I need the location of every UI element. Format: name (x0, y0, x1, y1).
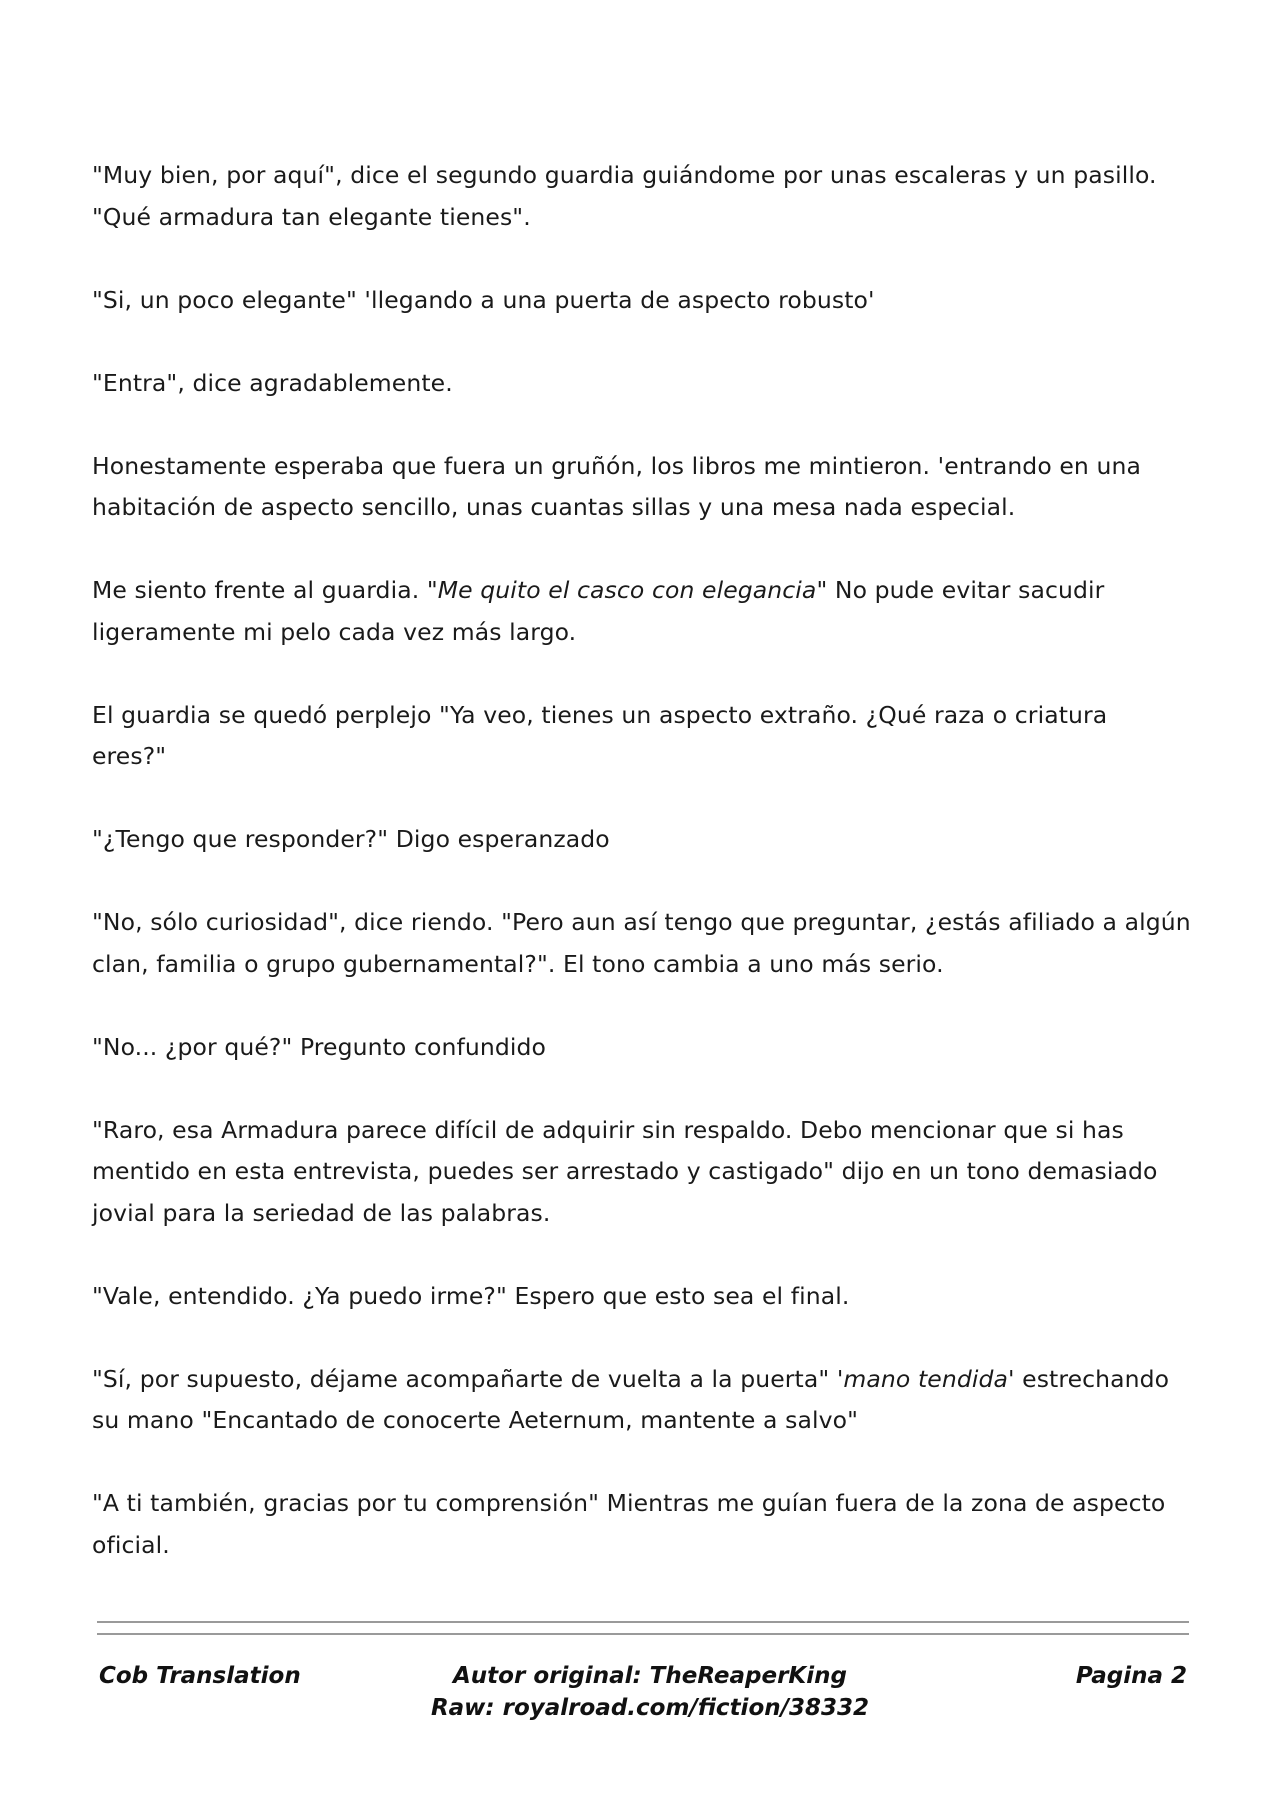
text-segment: habitación de aspecto sencillo, unas cuantas sillas y una mesa nada especial. (92, 493, 1016, 521)
text-segment: "No... ¿por qué?" Pregunto confundido (92, 1032, 546, 1061)
text-segment: "A ti también, gracias por tu comprensión" Mientras me guían fuera de la zona de aspecto (92, 1489, 1166, 1517)
text-segment: jovial para la seriedad de las palabras. (92, 1198, 551, 1227)
text-segment: ' estrechando (1008, 1364, 1170, 1393)
paragraph (92, 695, 1202, 778)
paragraph (92, 902, 1202, 985)
paragraph (92, 819, 1202, 861)
text-line (92, 944, 1202, 986)
footer-translator: Cob Translation (99, 1663, 301, 1689)
text-line (92, 1193, 1202, 1235)
text-segment: su mano "Encantado de conocerte Aeternum, mantente a salvo" (92, 1406, 858, 1434)
paragraph (92, 1483, 1202, 1566)
text-line (92, 1276, 1202, 1318)
text-segment: "Sí, por supuesto, déjame acompañarte de vuelta a la puerta" ' (92, 1364, 844, 1393)
text-segment: " No pude evitar sacudir (816, 576, 1105, 604)
italic-text: mano tendida (843, 1364, 1008, 1393)
footer-divider-bottom (97, 1633, 1189, 1635)
text-segment: "Si, un poco elegante" 'llegando a una puerta de aspecto robusto' (92, 285, 875, 314)
text-segment: Me siento frente al guardia. " (92, 576, 438, 604)
text-segment: "Muy bien, por aquí", dice el segundo guardia guiándome por unas escaleras y un pasillo. (92, 161, 1157, 189)
italic-text: Me quito el casco con elegancia (437, 576, 817, 604)
text-line (92, 155, 1202, 197)
text-line (92, 1483, 1202, 1525)
text-line (92, 197, 1202, 239)
text-segment: "No, sólo curiosidad", dice riendo. "Pero aun así tengo que preguntar, ¿estás afiliado a algún (92, 908, 1191, 936)
paragraph (92, 1359, 1202, 1442)
paragraph (92, 1110, 1202, 1235)
text-segment: Honestamente esperaba que fuera un gruñón, los libros me mintieron. 'entrando en una (92, 451, 1141, 480)
text-line (92, 1400, 1202, 1442)
text-segment: eres?" (92, 742, 167, 770)
footer-divider-top (97, 1621, 1189, 1623)
paragraph (92, 280, 1202, 322)
paragraph (92, 446, 1202, 529)
text-segment: mentido en esta entrevista, puedes ser arrestado y castigado" dijo en un tono demasiado (92, 1157, 1158, 1185)
text-line (92, 446, 1202, 488)
text-line (92, 1027, 1202, 1069)
text-line (92, 1110, 1202, 1152)
text-line (92, 1151, 1202, 1193)
text-segment: oficial. (92, 1530, 170, 1559)
text-line (92, 487, 1202, 529)
text-line (92, 695, 1202, 737)
text-segment: "Entra", dice agradablemente. (92, 368, 453, 397)
text-line (92, 280, 1202, 322)
footer-credits (400, 1660, 900, 1724)
text-line (92, 612, 1202, 654)
paragraph (92, 363, 1202, 405)
text-line (92, 819, 1202, 861)
text-line (92, 736, 1202, 778)
text-segment: "Qué armadura tan elegante tienes". (92, 202, 531, 231)
paragraph (92, 1276, 1202, 1318)
text-line (92, 363, 1202, 405)
text-segment: ligeramente mi pelo cada vez más largo. (92, 617, 577, 646)
text-segment: "Raro, esa Armadura parece difícil de adquirir sin respaldo. Debo mencionar que si has (92, 1115, 1124, 1144)
text-segment: clan, familia o grupo gubernamental?". El tono cambia a uno más serio. (92, 949, 944, 978)
paragraph (92, 1027, 1202, 1069)
text-segment: "¿Tengo que responder?" Digo esperanzado (92, 825, 610, 853)
text-line (92, 1525, 1202, 1567)
paragraph (92, 155, 1202, 238)
footer-author: Autor original: TheReaperKing (453, 1663, 847, 1689)
text-segment: El guardia se quedó perplejo "Ya veo, tienes un aspecto extraño. ¿Qué raza o criatura (92, 700, 1108, 729)
text-line (92, 1359, 1202, 1401)
text-line (92, 570, 1202, 612)
body-text (92, 155, 1202, 1608)
text-segment: "Vale, entendido. ¿Ya puedo irme?" Espero que esto sea el final. (92, 1281, 850, 1310)
text-line (92, 902, 1202, 944)
paragraph (92, 570, 1202, 653)
footer-page-number: Pagina 2 (1075, 1663, 1187, 1689)
footer-raw-source: Raw: royalroad.com/fiction/38332 (430, 1695, 870, 1721)
